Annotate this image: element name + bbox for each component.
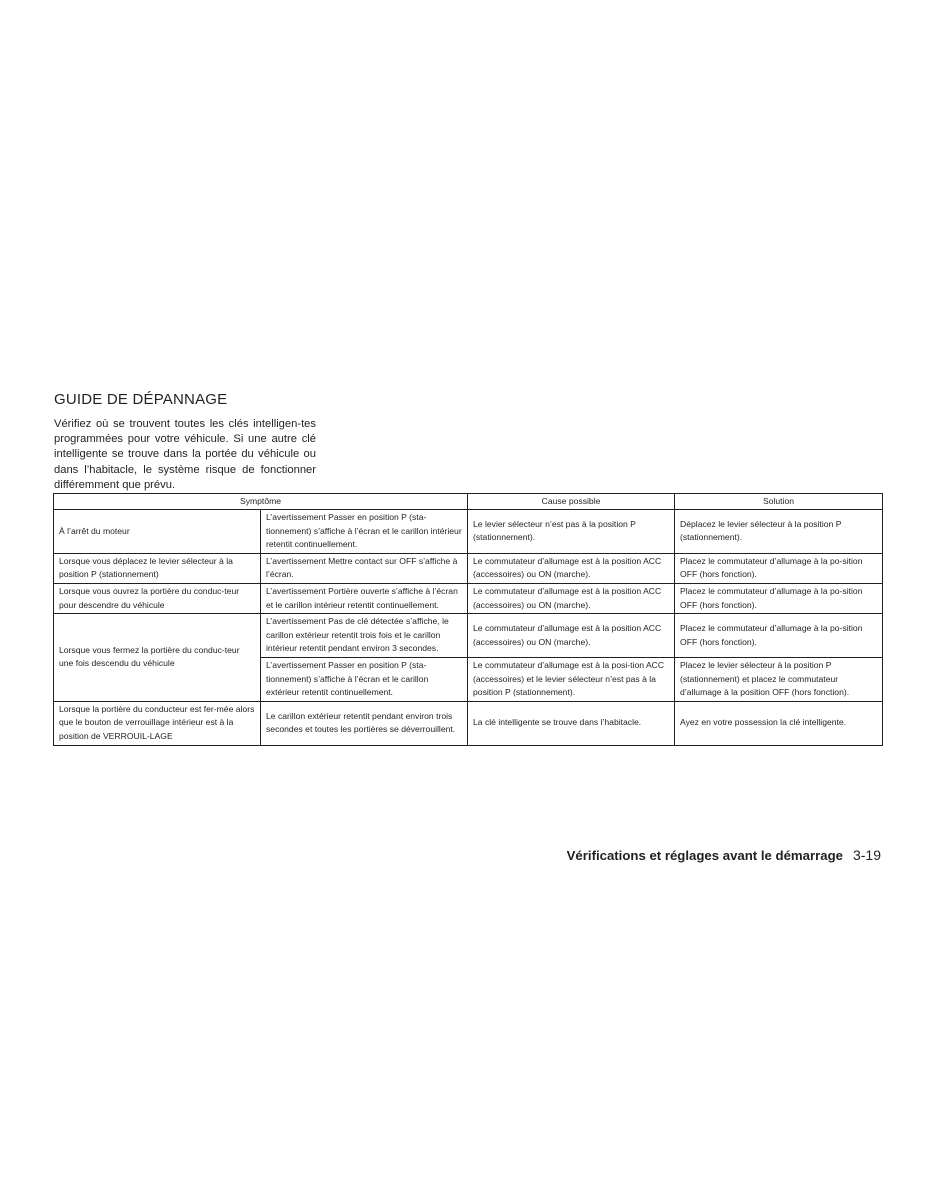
cause-cell: Le commutateur d’allumage est à la position ACC (accessoires) ou ON (marche).: [468, 583, 675, 613]
footer-chapter-title: Vérifications et réglages avant le démarrage: [566, 848, 843, 863]
header-cause: Cause possible: [468, 494, 675, 510]
table-row: [54, 510, 883, 554]
table-row: [54, 553, 883, 583]
section-title: GUIDE DE DÉPANNAGE: [54, 391, 228, 408]
header-symptom: Symptôme: [54, 494, 468, 510]
condition-cell: Lorsque vous fermez la portière du conduc-teur une fois descendu du véhicule: [54, 614, 261, 702]
condition-cell: Lorsque vous déplacez le levier sélecteur à la position P (stationnement): [54, 553, 261, 583]
cause-cell: La clé intelligente se trouve dans l’habitacle.: [468, 701, 675, 745]
table-header-row: [54, 494, 883, 510]
symptom-cell: L’avertissement Mettre contact sur OFF s’affiche à l’écran.: [261, 553, 468, 583]
symptom-cell: L’avertissement Passer en position P (sta-tionnement) s’affiche à l’écran et le carillon extérieur retentit continuellement.: [261, 657, 468, 701]
cause-cell: Le levier sélecteur n’est pas à la position P (stationnement).: [468, 510, 675, 554]
table-row: [54, 614, 883, 658]
cause-cell: Le commutateur d’allumage est à la position ACC (accessoires) ou ON (marche).: [468, 553, 675, 583]
symptom-cell: L’avertissement Passer en position P (sta-tionnement) s’affiche à l’écran et le carillon intérieur retentit continuellement.: [261, 510, 468, 554]
solution-cell: Placez le commutateur d’allumage à la po-sition OFF (hors fonction).: [675, 614, 883, 658]
solution-cell: Placez le commutateur d’allumage à la po-sition OFF (hors fonction).: [675, 553, 883, 583]
solution-cell: Placez le commutateur d’allumage à la po-sition OFF (hors fonction).: [675, 583, 883, 613]
solution-cell: Ayez en votre possession la clé intelligente.: [675, 701, 883, 745]
symptom-cell: L’avertissement Portière ouverte s’affiche à l’écran et le carillon intérieur retentit continuellement.: [261, 583, 468, 613]
header-solution: Solution: [675, 494, 883, 510]
table-row: [54, 701, 883, 745]
condition-cell: Lorsque vous ouvrez la portière du conduc-teur pour descendre du véhicule: [54, 583, 261, 613]
page-footer: [567, 847, 881, 863]
symptom-cell: Le carillon extérieur retentit pendant environ trois secondes et toutes les portières se déverrouillent.: [261, 701, 468, 745]
intro-paragraph: Vérifiez où se trouvent toutes les clés intelligen-tes programmées pour votre véhicule. Si une autre clé intelligente se trouve dans la portée du véhicule ou dans l’habitacle, le système risque de fonctionner différemment que prévu.: [54, 418, 316, 491]
symptom-cell: L’avertissement Pas de clé détectée s’affiche, le carillon extérieur retentit trois fois et le carillon intérieur retentit pendant environ 3 secondes.: [261, 614, 468, 658]
cause-cell: Le commutateur d’allumage est à la position ACC (accessoires) ou ON (marche).: [468, 614, 675, 658]
condition-cell: Lorsque la portière du conducteur est fer-mée alors que le bouton de verrouillage intérieur est à la position de VERROUIL-LAGE: [54, 701, 261, 745]
page-number: 3-19: [852, 847, 881, 863]
table-row: [54, 583, 883, 613]
cause-cell: Le commutateur d’allumage est à la posi-tion ACC (accessoires) et le levier sélecteur n’est pas à la position P (stationnement).: [468, 657, 675, 701]
troubleshooting-table: [53, 493, 883, 746]
condition-cell: À l’arrêt du moteur: [54, 510, 261, 554]
solution-cell: Placez le levier sélecteur à la position P (stationnement) et placez le commutateur d’allumage à la position OFF (hors fonction).: [675, 657, 883, 701]
solution-cell: Déplacez le levier sélecteur à la position P (stationnement).: [675, 510, 883, 554]
